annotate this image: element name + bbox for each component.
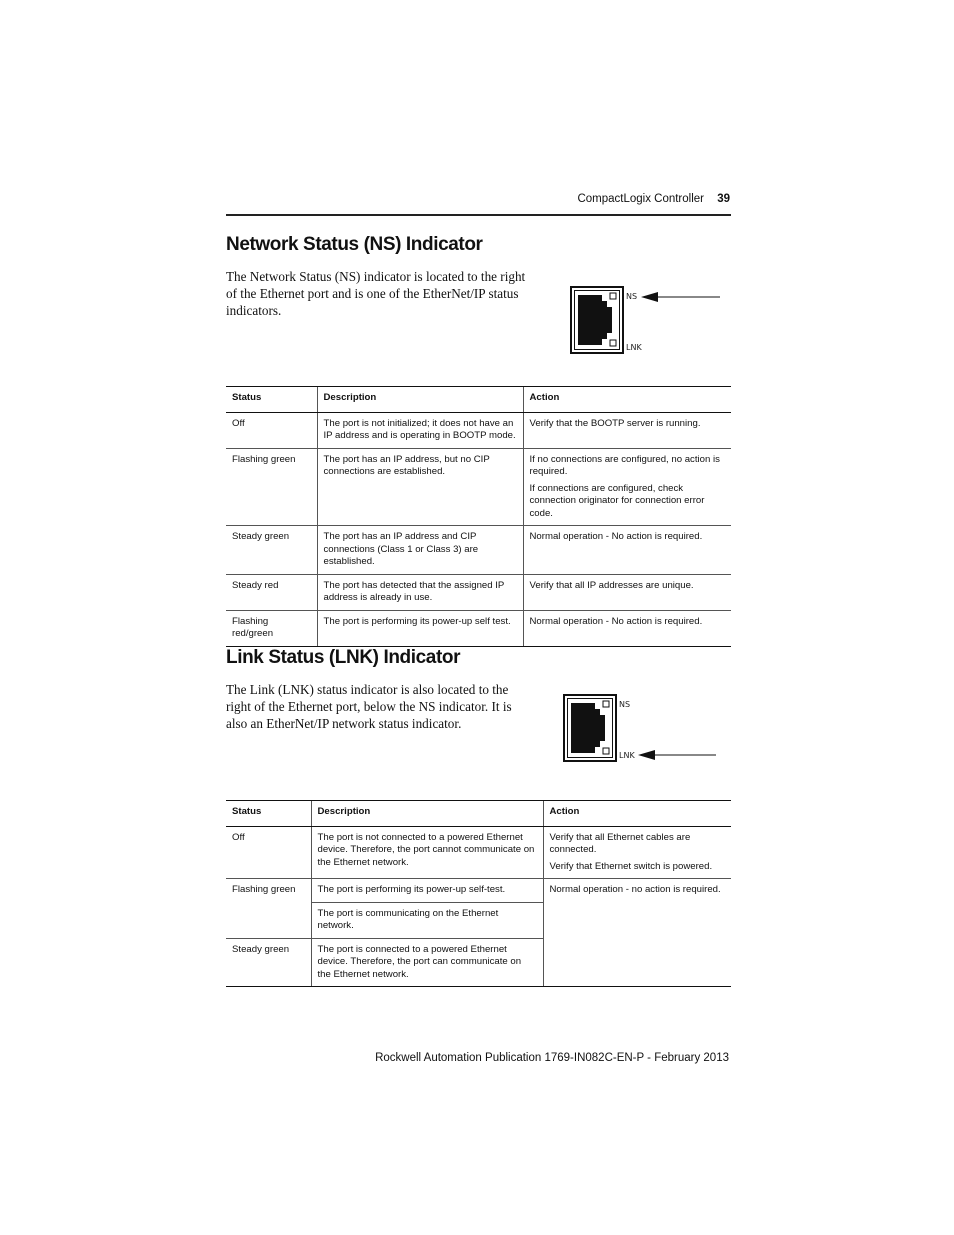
action-text: Verify that all Ethernet cables are connected. bbox=[549, 831, 691, 855]
lnk-led-icon bbox=[610, 340, 616, 346]
description-cell: The port has an IP address, but no CIP connections are established. bbox=[317, 448, 523, 526]
table-row bbox=[226, 448, 731, 526]
action-text: Verify that Ethernet switch is powered. bbox=[549, 860, 713, 872]
column-header: Description bbox=[317, 387, 523, 413]
lnk-figure-label: LNK bbox=[619, 751, 635, 760]
action-text: Verify that all IP addresses are unique. bbox=[529, 579, 694, 591]
status-cell: Off bbox=[226, 826, 311, 879]
action-cell bbox=[523, 610, 731, 646]
table-header-row bbox=[226, 387, 731, 413]
action-cell bbox=[543, 826, 731, 879]
header-rule bbox=[226, 214, 731, 216]
table-row bbox=[226, 610, 731, 646]
table-row bbox=[226, 826, 731, 879]
arrow-left-icon bbox=[638, 750, 655, 760]
action-text: If connections are configured, check connection originator for connection error code. bbox=[529, 482, 705, 519]
action-cell bbox=[523, 448, 731, 526]
column-header: Action bbox=[543, 801, 731, 827]
ns-intro-text: The Network Status (NS) indicator is located to the right of the Ethernet port and is one of the EtherNet/IP status indicators. bbox=[226, 269, 526, 318]
description-cell: The port is communicating on the Ethernet network. bbox=[311, 902, 543, 938]
table-row bbox=[226, 526, 731, 575]
rj45-jack-icon bbox=[578, 295, 612, 345]
column-header: Description bbox=[311, 801, 543, 827]
ns-ethernet-port-figure bbox=[568, 284, 728, 358]
description-cell: The port is not connected to a powered Ethernet device. Therefore, the port cannot communicate on the Ethernet network. bbox=[311, 826, 543, 879]
action-cell bbox=[523, 574, 731, 610]
ns-led-icon bbox=[610, 293, 616, 299]
action-text: Normal operation - No action is required. bbox=[529, 531, 703, 542]
status-cell: Flashing green bbox=[226, 448, 317, 526]
status-cell: Flashing green bbox=[226, 879, 311, 939]
status-cell: Steady green bbox=[226, 938, 311, 987]
lnk-figure-label: LNK bbox=[626, 343, 642, 352]
lnk-led-icon bbox=[603, 748, 609, 754]
table-header-row bbox=[226, 801, 731, 827]
description-cell: The port is not initialized; it does not have an IP address and is operating in BOOTP mode. bbox=[317, 412, 523, 448]
rj45-jack-icon bbox=[571, 703, 605, 753]
page-number: 39 bbox=[717, 193, 730, 205]
description-cell: The port has an IP address and CIP connections (Class 1 or Class 3) are established. bbox=[317, 526, 523, 575]
ns-figure-label: NS bbox=[619, 700, 631, 709]
ns-section-title: Network Status (NS) Indicator bbox=[226, 234, 483, 255]
table-row bbox=[226, 412, 731, 448]
description-cell: The port is performing its power-up self test. bbox=[317, 610, 523, 646]
column-header: Action bbox=[523, 387, 731, 413]
status-cell: Steady green bbox=[226, 526, 317, 575]
arrow-left-icon bbox=[641, 292, 658, 302]
ns-led-icon bbox=[603, 701, 609, 707]
status-cell: Steady red bbox=[226, 574, 317, 610]
action-text: Verify that the BOOTP server is running. bbox=[529, 417, 701, 429]
table-row bbox=[226, 574, 731, 610]
lnk-status-table bbox=[226, 800, 731, 987]
table-row bbox=[226, 879, 731, 903]
action-text: If no connections are configured, no action is required. bbox=[529, 453, 720, 477]
description-cell: The port is connected to a powered Ethernet device. Therefore, the port can communicate on the Ethernet network. bbox=[311, 938, 543, 987]
action-cell bbox=[543, 879, 731, 987]
running-header bbox=[577, 193, 730, 205]
status-cell: Off bbox=[226, 412, 317, 448]
action-text: Normal operation - No action is required. bbox=[529, 615, 703, 627]
status-cell: Flashing red/green bbox=[226, 610, 317, 646]
description-cell: The port is performing its power-up self-test. bbox=[311, 879, 543, 903]
description-cell: The port has detected that the assigned IP address is already in use. bbox=[317, 574, 523, 610]
action-cell bbox=[523, 526, 731, 575]
column-header: Status bbox=[226, 801, 311, 827]
running-title: CompactLogix Controller bbox=[577, 193, 704, 205]
lnk-intro-text: The Link (LNK) status indicator is also located to the right of the Ethernet port, below the NS indicator. It is also an EtherNet/IP network status indicator. bbox=[226, 682, 512, 731]
column-header: Status bbox=[226, 387, 317, 413]
lnk-ethernet-port-figure bbox=[561, 692, 721, 766]
action-cell bbox=[523, 412, 731, 448]
publication-footer: Rockwell Automation Publication 1769-IN082C-EN-P - February 2013 bbox=[375, 1052, 729, 1064]
ns-status-table bbox=[226, 386, 731, 647]
lnk-section-title: Link Status (LNK) Indicator bbox=[226, 647, 461, 668]
ns-figure-label: NS bbox=[626, 292, 638, 301]
action-text: Normal operation - no action is required. bbox=[549, 884, 721, 895]
